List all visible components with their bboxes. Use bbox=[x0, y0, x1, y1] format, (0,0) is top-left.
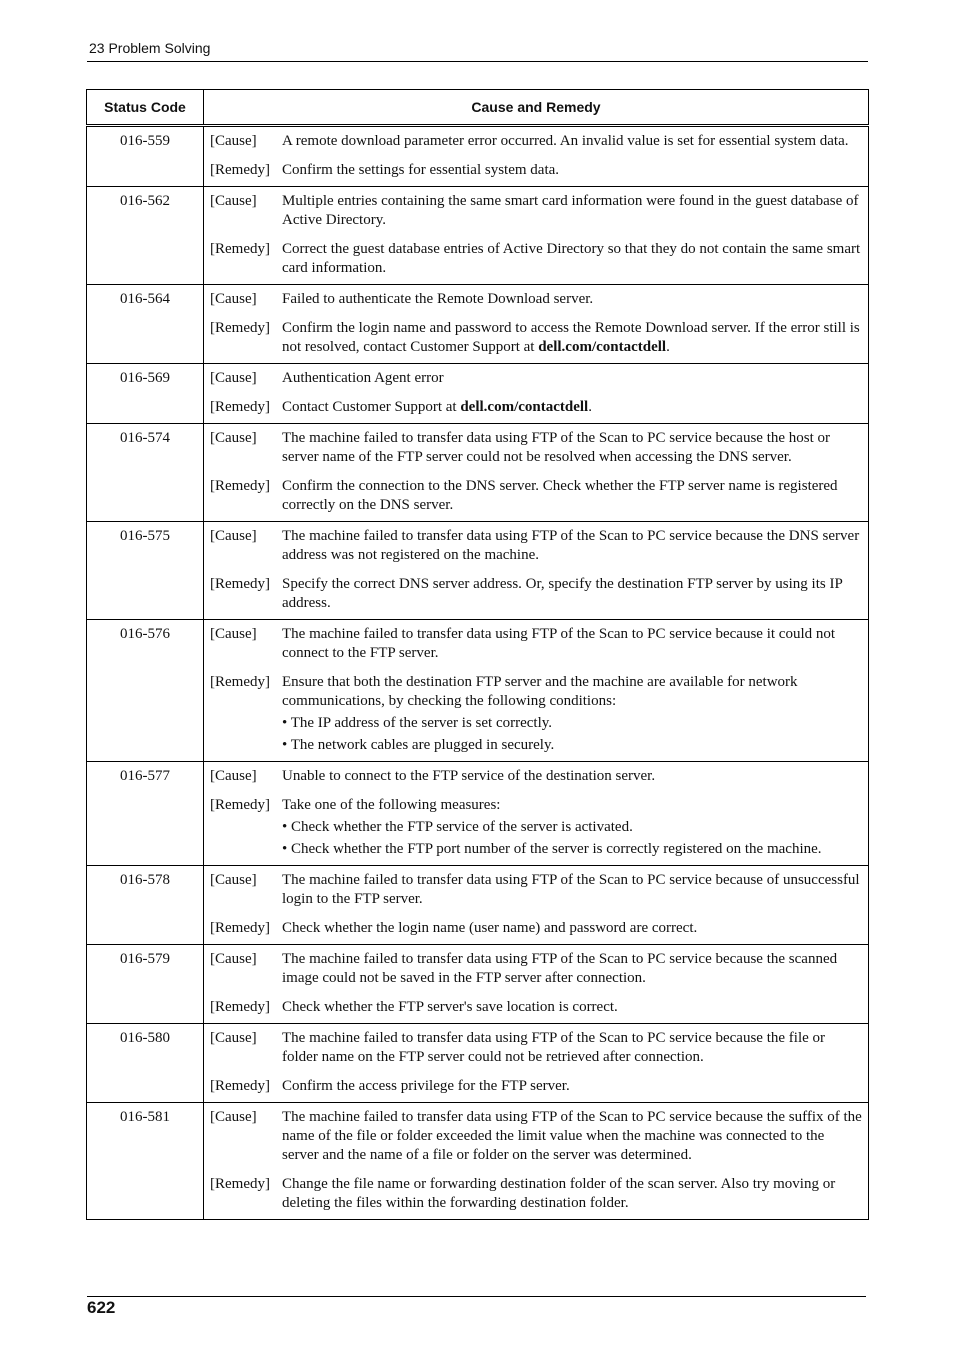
remedy-text: Confirm the settings for essential system data. bbox=[282, 162, 560, 178]
cause-remedy-cell bbox=[204, 762, 869, 866]
remedy-text-end: . bbox=[588, 399, 592, 415]
cause-entry bbox=[210, 1108, 862, 1165]
cause-label: [Cause] bbox=[210, 430, 257, 446]
status-code: 016-574 bbox=[87, 424, 204, 522]
page-number: 622 bbox=[87, 1298, 116, 1317]
status-code: 016-581 bbox=[87, 1103, 204, 1220]
remedy-text: Confirm the access privilege for the FTP server. bbox=[282, 1078, 570, 1094]
status-code: 016-580 bbox=[87, 1024, 204, 1103]
table-row bbox=[87, 424, 869, 522]
remedy-text: Ensure that both the destination FTP server and the machine are available for network communications, by checking the following conditions: bbox=[282, 674, 798, 709]
table-row bbox=[87, 522, 869, 620]
remedy-text: Specify the correct DNS server address. Or, specify the destination FTP server by using its IP address. bbox=[282, 576, 843, 611]
remedy-paragraph bbox=[282, 398, 862, 417]
cause-text: Authentication Agent error bbox=[282, 370, 444, 386]
remedy-text: Correct the guest database entries of Active Directory so that they do not contain the same smart card information. bbox=[282, 241, 861, 276]
remedy-content bbox=[282, 1077, 862, 1096]
status-code: 016-577 bbox=[87, 762, 204, 866]
table-row bbox=[87, 364, 869, 424]
remedy-text: Confirm the connection to the DNS server. Check whether the FTP server name is registered correctly on the DNS server. bbox=[282, 478, 838, 513]
remedy-text-end: . bbox=[666, 339, 670, 355]
remedy-label: [Remedy] bbox=[210, 162, 270, 178]
remedy-bullet: • The network cables are plugged in securely. bbox=[282, 737, 555, 753]
cause-entry bbox=[210, 871, 862, 909]
remedy-paragraph bbox=[282, 796, 862, 815]
cause-entry bbox=[210, 192, 862, 230]
remedy-text: Contact Customer Support at bbox=[282, 399, 461, 415]
status-code: 016-578 bbox=[87, 866, 204, 945]
remedy-bullet: • Check whether the FTP service of the server is activated. bbox=[282, 819, 633, 835]
cause-text: The machine failed to transfer data using FTP of the Scan to PC service because the suffix of the name of the file or folder exceeded the limit value when the machine was connected to the server and the name of a file or folder on the server was determined. bbox=[282, 1109, 862, 1163]
cause-remedy-cell bbox=[204, 1024, 869, 1103]
remedy-entry bbox=[210, 319, 862, 357]
running-header: 23 Problem Solving bbox=[89, 40, 211, 56]
cause-text: The machine failed to transfer data using FTP of the Scan to PC service because it could not connect to the FTP server. bbox=[282, 626, 836, 661]
cause-text: A remote download parameter error occurred. An invalid value is set for essential system data. bbox=[282, 133, 849, 149]
cause-remedy-cell bbox=[204, 285, 869, 364]
cause-text: The machine failed to transfer data using FTP of the Scan to PC service because of unsuccessful login to the FTP server. bbox=[282, 872, 860, 907]
remedy-label: [Remedy] bbox=[210, 920, 270, 936]
remedy-bullet: • Check whether the FTP port number of the server is correctly registered on the machine. bbox=[282, 841, 822, 857]
remedy-label: [Remedy] bbox=[210, 399, 270, 415]
remedy-label: [Remedy] bbox=[210, 797, 270, 813]
cause-label: [Cause] bbox=[210, 1109, 257, 1125]
status-code-table bbox=[86, 89, 869, 1220]
cause-entry bbox=[210, 950, 862, 988]
cause-remedy-cell bbox=[204, 187, 869, 285]
cause-label: [Cause] bbox=[210, 193, 257, 209]
table-header-row bbox=[87, 90, 869, 126]
remedy-link: dell.com/contactdell bbox=[538, 339, 667, 355]
remedy-content bbox=[282, 673, 862, 755]
status-code: 016-564 bbox=[87, 285, 204, 364]
status-code: 016-559 bbox=[87, 126, 204, 187]
cause-label: [Cause] bbox=[210, 951, 257, 967]
remedy-label: [Remedy] bbox=[210, 576, 270, 592]
status-code: 016-569 bbox=[87, 364, 204, 424]
cause-label: [Cause] bbox=[210, 291, 257, 307]
cause-entry bbox=[210, 429, 862, 467]
table-body bbox=[87, 126, 869, 1220]
cause-remedy-cell bbox=[204, 945, 869, 1024]
remedy-bullet: • The IP address of the server is set correctly. bbox=[282, 715, 553, 731]
cause-label: [Cause] bbox=[210, 370, 257, 386]
remedy-content bbox=[282, 240, 862, 278]
remedy-content bbox=[282, 919, 862, 938]
remedy-entry bbox=[210, 1175, 862, 1213]
cause-entry bbox=[210, 527, 862, 565]
remedy-paragraph bbox=[282, 1077, 862, 1096]
remedy-paragraph bbox=[282, 161, 862, 180]
remedy-text: Check whether the FTP server's save location is correct. bbox=[282, 999, 618, 1015]
table-row bbox=[87, 1103, 869, 1220]
table-row bbox=[87, 126, 869, 187]
cause-text: Failed to authenticate the Remote Download server. bbox=[282, 291, 594, 307]
remedy-label: [Remedy] bbox=[210, 674, 270, 690]
cause-remedy-cell bbox=[204, 126, 869, 187]
table-row bbox=[87, 762, 869, 866]
cause-entry bbox=[210, 290, 862, 309]
cause-remedy-cell bbox=[204, 1103, 869, 1220]
remedy-entry bbox=[210, 240, 862, 278]
table-row bbox=[87, 285, 869, 364]
remedy-content bbox=[282, 398, 862, 417]
remedy-text: Check whether the login name (user name) and password are correct. bbox=[282, 920, 698, 936]
cause-entry bbox=[210, 625, 862, 663]
cause-label: [Cause] bbox=[210, 133, 257, 149]
cause-remedy-cell bbox=[204, 522, 869, 620]
cause-entry bbox=[210, 1029, 862, 1067]
cause-text: The machine failed to transfer data using FTP of the Scan to PC service because the host or server name of the FTP server could not be resolved when accessing the DNS server. bbox=[282, 430, 831, 465]
remedy-paragraph bbox=[282, 477, 862, 515]
cause-label: [Cause] bbox=[210, 872, 257, 888]
remedy-content bbox=[282, 1175, 862, 1213]
remedy-entry bbox=[210, 161, 862, 180]
header-rule bbox=[87, 61, 868, 62]
table-row bbox=[87, 945, 869, 1024]
remedy-content bbox=[282, 477, 862, 515]
remedy-content bbox=[282, 998, 862, 1017]
remedy-paragraph bbox=[282, 919, 862, 938]
cause-remedy-cell bbox=[204, 620, 869, 762]
remedy-entry bbox=[210, 673, 862, 755]
remedy-paragraph bbox=[282, 998, 862, 1017]
remedy-entry bbox=[210, 477, 862, 515]
table-row bbox=[87, 1024, 869, 1103]
cause-entry bbox=[210, 369, 862, 388]
remedy-entry bbox=[210, 1077, 862, 1096]
remedy-entry bbox=[210, 998, 862, 1017]
remedy-text: Confirm the login name and password to access the Remote Download server. If the error still is not resolved, contact Customer Support at bbox=[282, 320, 860, 355]
remedy-label: [Remedy] bbox=[210, 241, 270, 257]
remedy-link: dell.com/contactdell bbox=[460, 399, 589, 415]
remedy-entry bbox=[210, 796, 862, 859]
cause-text: Multiple entries containing the same smart card information were found in the guest database of Active Directory. bbox=[282, 193, 859, 228]
remedy-content bbox=[282, 796, 862, 859]
remedy-entry bbox=[210, 575, 862, 613]
column-header-status-code: Status Code bbox=[87, 90, 204, 126]
cause-entry bbox=[210, 132, 862, 151]
table-row bbox=[87, 620, 869, 762]
cause-text: The machine failed to transfer data using FTP of the Scan to PC service because the DNS server address was not registered on the machine. bbox=[282, 528, 860, 563]
remedy-entry bbox=[210, 398, 862, 417]
status-code: 016-575 bbox=[87, 522, 204, 620]
remedy-text: Change the file name or forwarding destination folder of the scan server. Also try moving or deleting the files within the forwarding destination folder. bbox=[282, 1176, 836, 1211]
remedy-content bbox=[282, 319, 862, 357]
remedy-paragraph bbox=[282, 1175, 862, 1213]
table-row bbox=[87, 866, 869, 945]
remedy-paragraph bbox=[282, 673, 862, 711]
cause-label: [Cause] bbox=[210, 1030, 257, 1046]
remedy-label: [Remedy] bbox=[210, 1176, 270, 1192]
cause-text: The machine failed to transfer data using FTP of the Scan to PC service because the scanned image could not be saved in the FTP server after connection. bbox=[282, 951, 838, 986]
remedy-label: [Remedy] bbox=[210, 999, 270, 1015]
cause-label: [Cause] bbox=[210, 626, 257, 642]
remedy-paragraph bbox=[282, 240, 862, 278]
remedy-label: [Remedy] bbox=[210, 1078, 270, 1094]
cause-label: [Cause] bbox=[210, 528, 257, 544]
remedy-paragraph bbox=[282, 319, 862, 357]
cause-text: Unable to connect to the FTP service of the destination server. bbox=[282, 768, 656, 784]
cause-remedy-cell bbox=[204, 364, 869, 424]
remedy-paragraph bbox=[282, 575, 862, 613]
remedy-content bbox=[282, 575, 862, 613]
remedy-label: [Remedy] bbox=[210, 320, 270, 336]
remedy-text: Take one of the following measures: bbox=[282, 797, 501, 813]
cause-text: The machine failed to transfer data using FTP of the Scan to PC service because the file or folder name on the FTP server could not be retrieved after connection. bbox=[282, 1030, 826, 1065]
footer-rule bbox=[87, 1296, 866, 1297]
remedy-label: [Remedy] bbox=[210, 478, 270, 494]
cause-remedy-cell bbox=[204, 424, 869, 522]
status-code: 016-576 bbox=[87, 620, 204, 762]
remedy-content bbox=[282, 161, 862, 180]
status-code: 016-562 bbox=[87, 187, 204, 285]
cause-remedy-cell bbox=[204, 866, 869, 945]
remedy-entry bbox=[210, 919, 862, 938]
status-code: 016-579 bbox=[87, 945, 204, 1024]
cause-label: [Cause] bbox=[210, 768, 257, 784]
table-row bbox=[87, 187, 869, 285]
column-header-cause-remedy: Cause and Remedy bbox=[204, 90, 869, 126]
cause-entry bbox=[210, 767, 862, 786]
